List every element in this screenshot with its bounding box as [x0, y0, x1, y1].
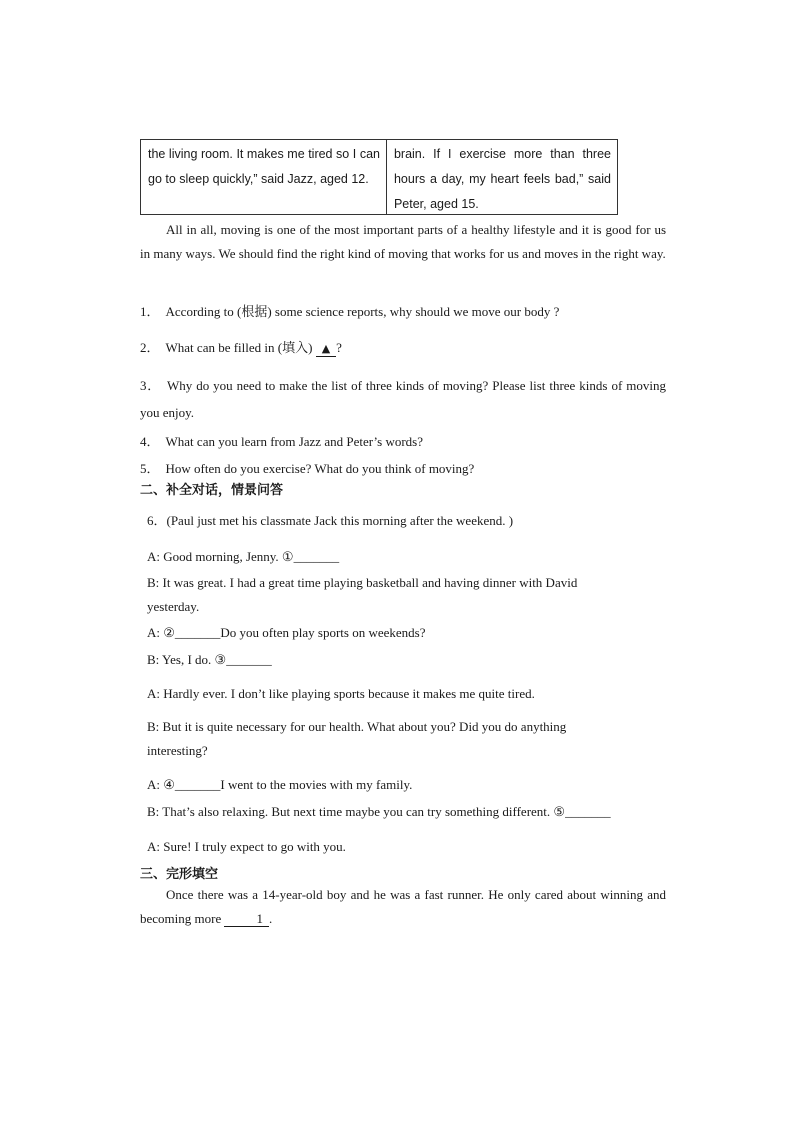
question-5: [140, 459, 666, 479]
dialogue-line-8: B: That’s also relaxing. But next time maybe you can try something different. ⑤_______: [147, 804, 611, 819]
dialogue-line-3: A: ②_______Do you often play sports on weekends?: [147, 625, 426, 640]
question-text: Why do you need to make the list of three kinds of moving? Please list three kinds of moving you enjoy.: [140, 378, 666, 420]
section-heading-dialogue: 二、补全对话，情景问答: [140, 483, 284, 498]
question-number: 2．: [140, 340, 160, 355]
question-number: 1．: [140, 304, 160, 319]
cloze-blank: 1: [224, 912, 269, 927]
question-number: 4．: [140, 434, 160, 449]
question-3: [140, 372, 666, 426]
question-4: [140, 432, 666, 452]
question-end: ?: [336, 340, 342, 355]
dialogue-line-2: B: It was great. I had a great time playing basketball and having dinner with David yesterday.: [147, 575, 578, 614]
dialogue-line-7: A: ④_______I went to the movies with my family.: [147, 777, 413, 792]
table-cell-peter: brain. If I exercise more than three hours a day, my heart feels bad,” said Peter, aged 15.: [393, 147, 611, 211]
question-number: 3．: [140, 378, 161, 393]
dialogue-line-1: A: Good morning, Jenny. ①_______: [147, 549, 340, 564]
dialogue-intro: 6．(Paul just met his classmate Jack this morning after the weekend. ): [147, 513, 514, 528]
cloze-end: .: [268, 911, 273, 926]
question-1: [140, 302, 666, 322]
cloze-text: Once there was a 14-year-old boy and he was a fast runner. He only cared about winning and becoming more: [140, 887, 666, 926]
dialogue-line-6: B: But it is quite necessary for our health. What about you? Did you do anything interesting?: [147, 719, 567, 758]
quote-table: [140, 139, 618, 215]
dialogue-line-5: A: Hardly ever. I don’t like playing sports because it makes me quite tired.: [147, 686, 535, 701]
question-text: What can be filled in (填入): [165, 340, 313, 355]
question-text: According to (根据) some science reports, why should we move our body ?: [165, 304, 560, 319]
dialogue-line-9: A: Sure! I truly expect to go with you.: [147, 839, 346, 854]
question-2: [140, 338, 666, 358]
cloze-passage: [140, 883, 666, 931]
table-cell-jazz: the living room. It makes me tired so I can go to sleep quickly,” said Jazz, aged 12.: [141, 140, 387, 214]
question-number: 5．: [140, 461, 160, 476]
question-text: How often do you exercise? What do you think of moving?: [165, 461, 475, 476]
question-text: What can you learn from Jazz and Peter’s words?: [165, 434, 424, 449]
triangle-blank: ▲: [316, 342, 336, 357]
section-heading-cloze: 三、完形填空: [140, 867, 219, 882]
dialogue-line-4: B: Yes, I do. ③_______: [147, 652, 272, 667]
passage-conclusion: All in all, moving is one of the most important parts of a healthy lifestyle and it is good for us in many ways. We should find the right kind of moving that works for us and moves in the right way.: [140, 222, 666, 261]
